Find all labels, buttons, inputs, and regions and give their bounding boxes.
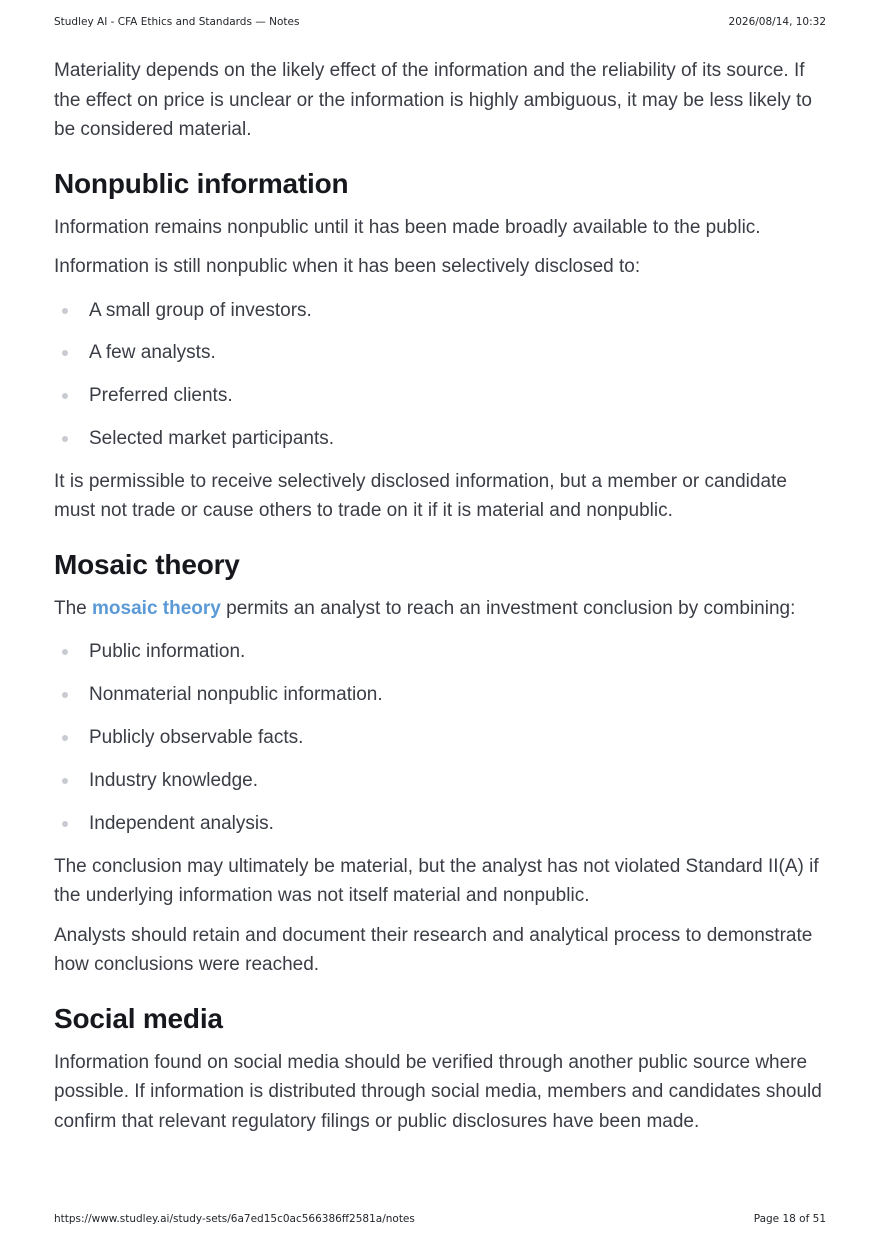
- mosaic-paragraph-1: [54, 594, 826, 624]
- notes-content: [54, 56, 826, 1146]
- list-item: [54, 723, 826, 752]
- page-url: https://www.studley.ai/study-sets/6a7ed15c0ac566386ff2581a/notes: [54, 1213, 415, 1225]
- list-item: [54, 809, 826, 838]
- list-item: [54, 381, 826, 410]
- bullet-icon: [62, 821, 68, 827]
- list-item: [54, 424, 826, 453]
- list-item: [54, 766, 826, 795]
- nonpublic-paragraph-1: Information remains nonpublic until it has been made broadly available to the public.: [54, 216, 761, 238]
- bullet-icon: [62, 692, 68, 698]
- list-item: [54, 338, 826, 367]
- nonpublic-heading: Nonpublic information: [54, 167, 349, 199]
- mosaic-heading: Mosaic theory: [54, 548, 240, 580]
- print-timestamp: 2026/08/14, 10:32: [728, 16, 826, 28]
- mosaic-paragraph-3: Analysts should retain and document their research and analytical process to demonstrate how conclusions were reached.: [54, 924, 813, 976]
- social-media-paragraph: Information found on social media should be verified through another public source where possible. If information is distributed through social media, members and candidates should confirm that relevant regulatory filings or public disclosures have been made.: [54, 1051, 822, 1132]
- bullet-icon: [62, 393, 68, 399]
- mosaic-suffix: permits an analyst to reach an investment conclusion by combining:: [220, 597, 796, 619]
- list-item-text: Industry knowledge.: [89, 769, 258, 791]
- list-item-text: Preferred clients.: [89, 385, 233, 407]
- selective-disclosure-list: [54, 296, 826, 453]
- document-title: Studley AI - CFA Ethics and Standards — Notes: [54, 16, 300, 28]
- mosaic-paragraph-2: The conclusion may ultimately be material, but the analyst has not violated Standard II(A) if the underlying information was not itself material and nonpublic.: [54, 855, 819, 907]
- mosaic-prefix: The: [54, 597, 93, 619]
- list-item-text: A few analysts.: [89, 342, 216, 364]
- bullet-icon: [62, 649, 68, 655]
- bullet-icon: [62, 350, 68, 356]
- mosaic-theory-link[interactable]: mosaic theory: [92, 597, 221, 619]
- bullet-icon: [62, 735, 68, 741]
- nonpublic-paragraph-2: Information is still nonpublic when it has been selectively disclosed to:: [54, 256, 641, 277]
- list-item: [54, 296, 826, 325]
- materiality-paragraph: Materiality depends on the likely effect of the information and the reliability of its source. If the effect on price is unclear or the information is highly ambiguous, it may be less likely to be considered material.: [54, 60, 812, 140]
- page-footer: [54, 1213, 826, 1225]
- bullet-icon: [62, 308, 68, 314]
- mosaic-components-list: [54, 637, 826, 837]
- list-item-text: Independent analysis.: [89, 812, 274, 834]
- bullet-icon: [62, 436, 68, 442]
- list-item-text: Selected market participants.: [89, 427, 335, 449]
- list-item: [54, 637, 826, 666]
- list-item-text: Nonmaterial nonpublic information.: [89, 684, 383, 706]
- list-item-text: A small group of investors.: [89, 299, 312, 321]
- page-header: [54, 16, 826, 28]
- list-item: [54, 680, 826, 709]
- bullet-icon: [62, 778, 68, 784]
- page-number: Page 18 of 51: [753, 1213, 826, 1225]
- social-media-heading: Social media: [54, 1002, 223, 1034]
- nonpublic-paragraph-3: It is permissible to receive selectively disclosed information, but a member or candidate must not trade or cause others to trade on it if it is material and nonpublic.: [54, 470, 787, 522]
- list-item-text: Publicly observable facts.: [89, 726, 304, 748]
- list-item-text: Public information.: [89, 641, 246, 663]
